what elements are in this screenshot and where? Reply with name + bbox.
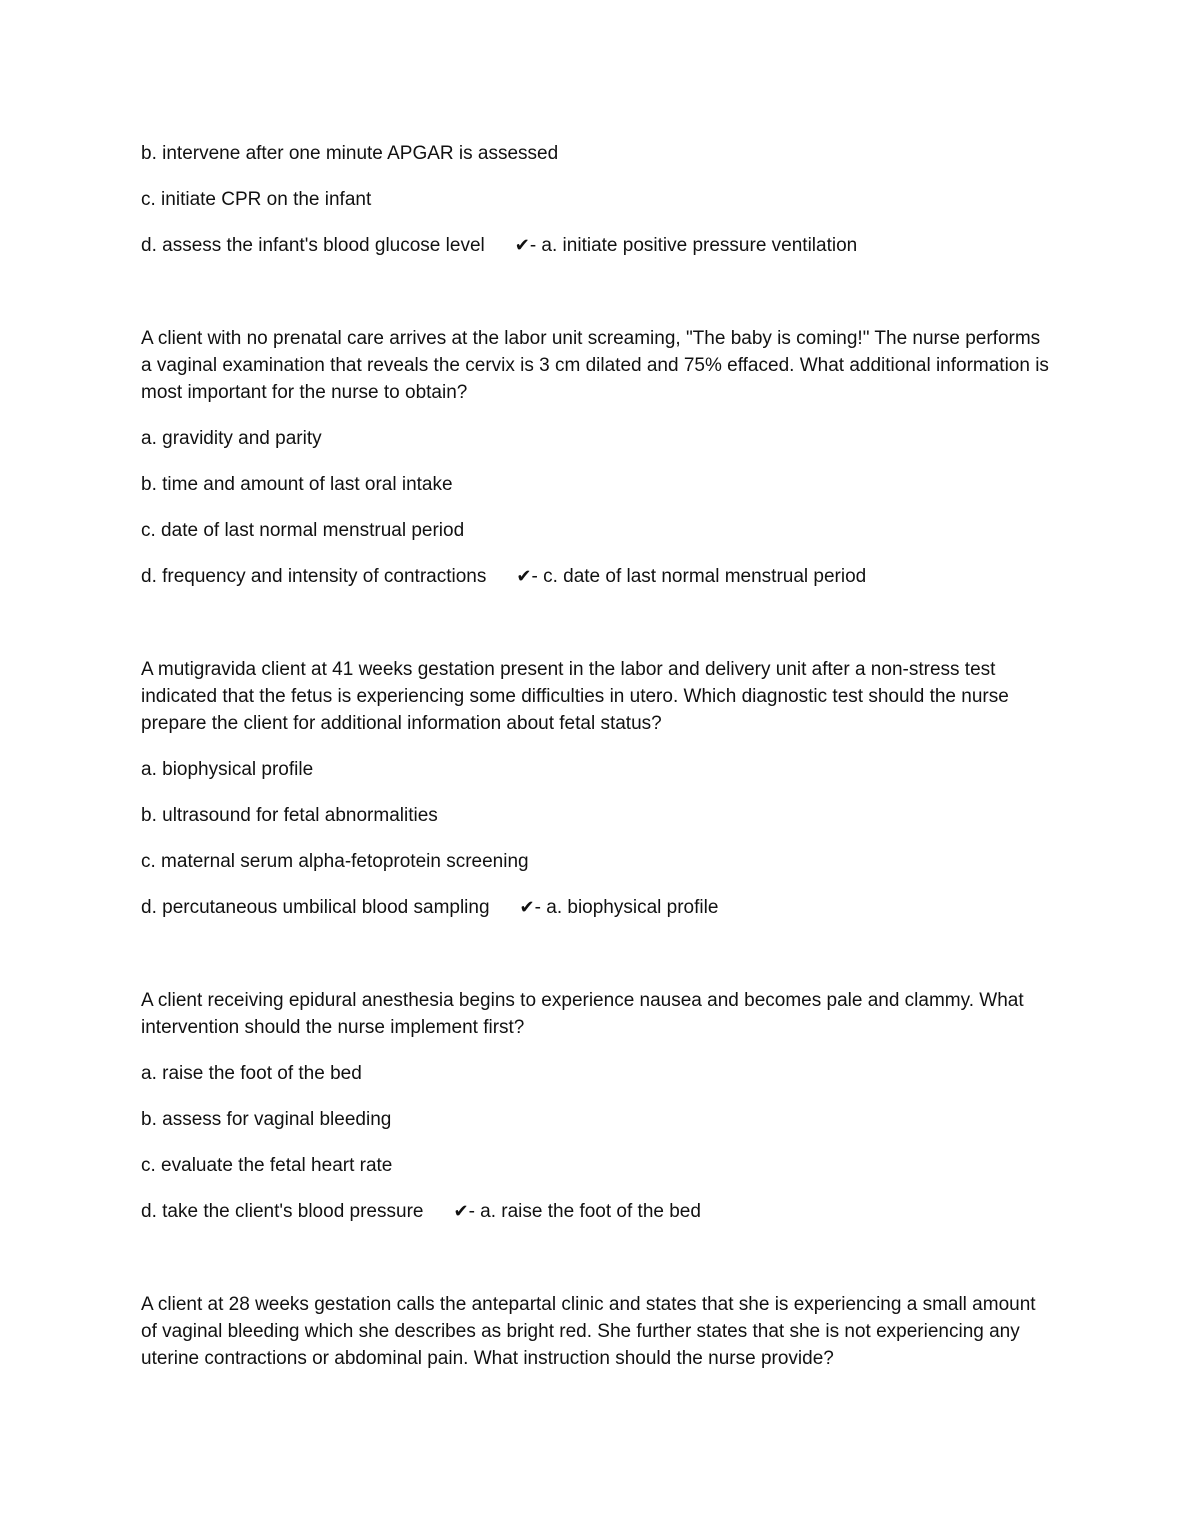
option-d-with-answer — [141, 232, 1051, 259]
question-block-2 — [141, 325, 1051, 590]
option-b: b. intervene after one minute APGAR is assessed — [141, 143, 559, 164]
option-d: d. frequency and intensity of contractions — [141, 566, 487, 587]
checkmark-icon: ✔ — [514, 235, 530, 256]
option-c: c. maternal serum alpha-fetoprotein screening — [141, 851, 529, 872]
question-block-4 — [141, 987, 1051, 1225]
option-d-with-answer — [141, 563, 1051, 590]
answer-text: - a. biophysical profile — [534, 897, 719, 918]
question-text: A client at 28 weeks gestation calls the antepartal clinic and states that she is experiencing a small amount of vaginal bleeding which she describes as bright red. She further states that she is not experiencing any uterine contractions or abdominal pain. What instruction should the nurse provide? — [141, 1294, 1036, 1369]
question-text: A client with no prenatal care arrives at the labor unit screaming, "The baby is coming!" The nurse performs a vaginal examination that reveals the cervix is 3 cm dilated and 75% effaced. What additional information is most important for the nurse to obtain? — [141, 328, 1049, 403]
answer-text: - c. date of last normal menstrual period — [531, 566, 867, 587]
option-c: c. initiate CPR on the infant — [141, 189, 372, 210]
option-c: c. evaluate the fetal heart rate — [141, 1155, 393, 1176]
answer-key — [516, 566, 866, 587]
option-c: c. date of last normal menstrual period — [141, 520, 465, 541]
option-b: b. ultrasound for fetal abnormalities — [141, 805, 438, 826]
option-a: a. biophysical profile — [141, 759, 314, 780]
question-block-5 — [141, 1291, 1051, 1372]
question-text: A client receiving epidural anesthesia begins to experience nausea and becomes pale and clammy. What intervention should the nurse implement first? — [141, 990, 1024, 1038]
answer-key — [520, 897, 719, 918]
question-block-1 — [141, 140, 1051, 259]
option-d-with-answer — [141, 1198, 1051, 1225]
option-d: d. percutaneous umbilical blood sampling — [141, 897, 490, 918]
answer-text: - a. initiate positive pressure ventilation — [529, 235, 858, 256]
question-text: A mutigravida client at 41 weeks gestation present in the labor and delivery unit after a non-stress test indicated that the fetus is experiencing some difficulties in utero. Which diagnostic test should the nurse prepare the client for additional information about fetal status? — [141, 659, 1009, 734]
document-page — [141, 140, 1051, 1391]
checkmark-icon: ✔ — [519, 897, 535, 918]
checkmark-icon: ✔ — [516, 566, 532, 587]
option-d: d. take the client's blood pressure — [141, 1201, 424, 1222]
option-b: b. time and amount of last oral intake — [141, 474, 453, 495]
option-a: a. raise the foot of the bed — [141, 1063, 362, 1084]
option-a: a. gravidity and parity — [141, 428, 322, 449]
question-block-3 — [141, 656, 1051, 921]
answer-key — [515, 235, 857, 256]
checkmark-icon: ✔ — [453, 1201, 469, 1222]
option-d: d. assess the infant's blood glucose level — [141, 235, 485, 256]
answer-key — [453, 1201, 700, 1222]
option-b: b. assess for vaginal bleeding — [141, 1109, 392, 1130]
option-d-with-answer — [141, 894, 1051, 921]
answer-text: - a. raise the foot of the bed — [468, 1201, 701, 1222]
